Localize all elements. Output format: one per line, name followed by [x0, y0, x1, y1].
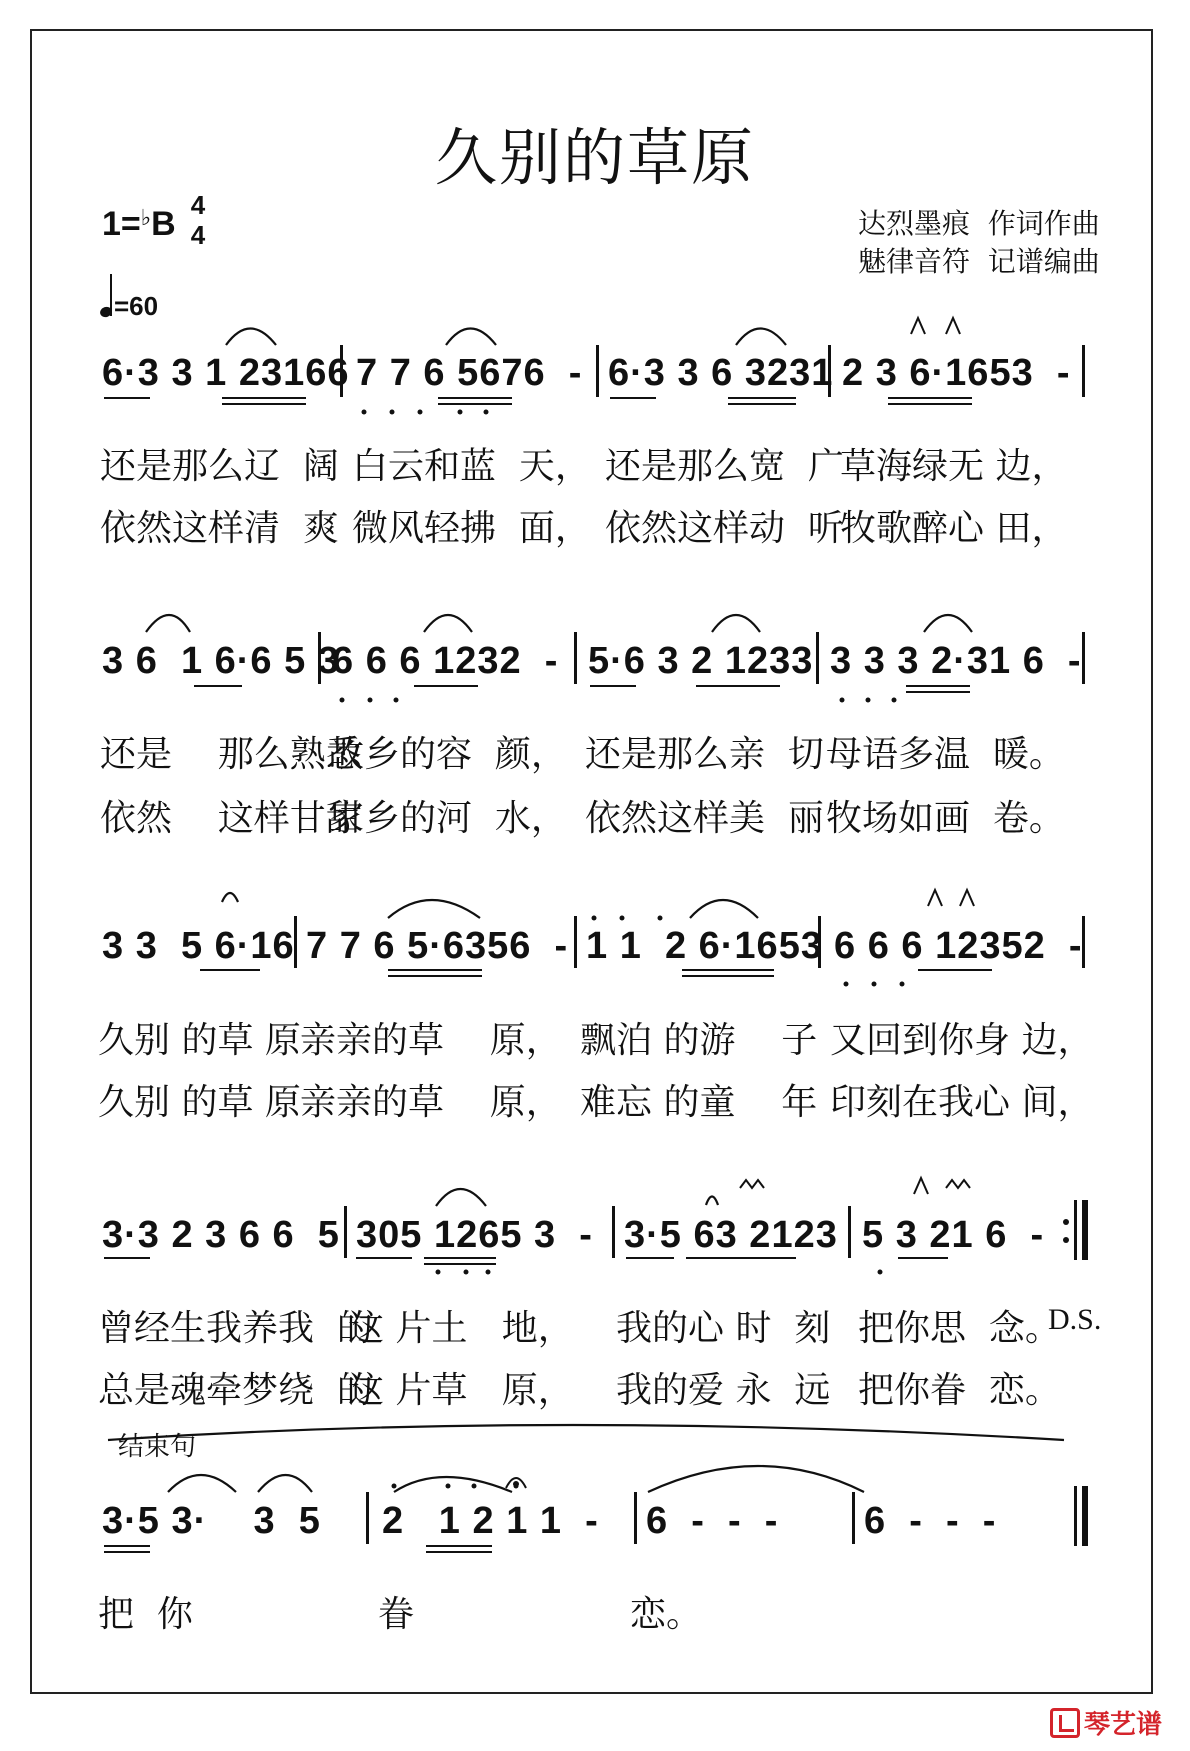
- lyric-line: 母语多温 暖。: [826, 734, 1065, 775]
- measure-notes: 6·3 3 6 3231: [608, 352, 834, 394]
- octave-dot-icon: [620, 916, 625, 921]
- measure-notes: 6 - - -: [646, 1500, 779, 1542]
- lyric-line: 还是那么辽 阔: [100, 446, 339, 487]
- lyric-line: 我的心 时 刻: [616, 1308, 831, 1349]
- mordent-icon: [740, 1180, 764, 1188]
- lyric-line: 总是魂牵梦绕 的: [98, 1370, 373, 1411]
- dal-segno-marking: D.S.: [1048, 1303, 1102, 1336]
- measure-notes: 6 - - -: [864, 1500, 997, 1542]
- octave-dot-icon: [340, 698, 345, 703]
- lyric-line: 白云和蓝 天，: [352, 446, 591, 487]
- lyric-line: 牧歌醉心 田，: [840, 508, 1068, 549]
- octave-dot-icon: [844, 982, 849, 987]
- slur-arc: [168, 1475, 236, 1492]
- slur-arc: [736, 329, 786, 346]
- ending-label: 结束句: [118, 1432, 197, 1462]
- slur-arc: [388, 900, 480, 918]
- slur-arc: [436, 1189, 486, 1206]
- slur-arc: [712, 615, 760, 632]
- octave-dot-icon: [390, 410, 395, 415]
- logo-icon: [1050, 1708, 1080, 1738]
- lyric-line: 还是那么亲 切: [585, 734, 824, 775]
- slur-arc: [690, 900, 758, 918]
- octave-dot-icon: [446, 1484, 451, 1489]
- octave-dot-icon: [392, 1484, 397, 1489]
- key-note: B: [151, 205, 176, 243]
- measure-notes: 305 1265 3 -: [356, 1214, 593, 1256]
- key-label: 1=: [102, 205, 141, 243]
- measure-notes: 5 3 21 6 -: [862, 1214, 1045, 1256]
- octave-dot-icon: [394, 698, 399, 703]
- measure-notes: 3·5 3· 3 5: [102, 1500, 321, 1542]
- octave-dot-icon: [892, 698, 897, 703]
- mordent-icon: [946, 1180, 970, 1188]
- measure-notes: 3 6 1 6·6 5 3: [102, 640, 340, 682]
- lyric-line: 依然这样美 丽: [585, 798, 824, 839]
- lyric-line: 曾经生我养我 的: [98, 1308, 373, 1349]
- measure-notes: 3 3 5 6·16: [102, 925, 295, 967]
- slur-arc: [258, 1475, 312, 1492]
- octave-dot-icon: [486, 1270, 491, 1275]
- accent-mark-icon: [914, 1178, 928, 1194]
- lyric-line: 这 片土 地，: [348, 1308, 574, 1349]
- measure-notes: 6 6 6 1232 -: [332, 640, 559, 682]
- measure-notes: 3·3 2 3 6 6 5: [102, 1214, 340, 1256]
- lyric-line: 飘泊 的游 子: [580, 1020, 818, 1061]
- credit-arranger: 魅律音符 记谱编曲: [858, 245, 1100, 278]
- slur-arc: [924, 615, 972, 632]
- accent-mark-icon: [911, 318, 925, 334]
- slur-arc: [706, 1197, 718, 1206]
- lyric-line: 故乡的容 颜，: [328, 734, 567, 775]
- measure-notes: 7 7 6 5·6356 -: [306, 925, 569, 967]
- measure-notes: 2 1 2 1 1 -: [382, 1500, 599, 1542]
- credit-lyricist-composer: 达烈墨痕 作词作曲: [858, 207, 1100, 240]
- slur-arc: [226, 329, 276, 346]
- lyric-line: 把你思 念。: [858, 1308, 1061, 1349]
- lyric-line: 还是那么宽 广: [605, 446, 844, 487]
- octave-dot-icon: [464, 1270, 469, 1275]
- lyric-line: 久别 的草 原: [98, 1020, 301, 1061]
- octave-dot-icon: [900, 982, 905, 987]
- octave-dot-icon: [472, 1484, 477, 1489]
- time-signature-bottom: 4: [190, 220, 206, 250]
- octave-dot-icon: [658, 916, 663, 921]
- octave-dot-icon: [514, 1484, 519, 1489]
- octave-dot-icon: [878, 1270, 883, 1275]
- lyric-line: 牧场如画 卷。: [826, 798, 1065, 839]
- lyric-line: 亲亲的草 原，: [300, 1082, 562, 1123]
- slur-arc: [648, 1466, 864, 1492]
- measure-notes: 1 1 2 6·1653: [586, 925, 823, 967]
- lyric-line: 这 片草 原，: [348, 1370, 574, 1411]
- lyric-line: 微风轻拂 面，: [352, 508, 591, 549]
- watermark-text: 琴艺谱: [1084, 1710, 1163, 1740]
- accent-mark-icon: [960, 890, 974, 906]
- slur-arc: [222, 893, 238, 902]
- repeat-dot-icon: [1063, 1219, 1069, 1225]
- octave-dot-icon: [840, 698, 845, 703]
- measure-notes: 7 7 6 5676 -: [356, 352, 583, 394]
- accent-mark-icon: [946, 318, 960, 334]
- lyric-line: 依然这样清 爽: [100, 508, 339, 549]
- octave-dot-icon: [866, 698, 871, 703]
- lyric-line: 久别 的草 原: [98, 1082, 301, 1123]
- octave-dot-icon: [484, 410, 489, 415]
- watermark-logo: [1050, 1704, 1162, 1741]
- lyric-line: 恋。: [630, 1594, 703, 1635]
- lyric-line: 家乡的河 水，: [328, 798, 567, 839]
- lyric-line: 依然这样动 听: [605, 508, 844, 549]
- slur-arc: [394, 1477, 512, 1492]
- measure-notes: 3·5 63 2123: [624, 1214, 838, 1256]
- lyric-line: 草海绿无 边，: [840, 446, 1068, 487]
- octave-dot-icon: [592, 916, 597, 921]
- octave-dot-icon: [436, 1270, 441, 1275]
- tempo-value: =60: [114, 291, 159, 321]
- lyric-line: 我的爱 永 远: [616, 1370, 831, 1411]
- octave-dot-icon: [872, 982, 877, 987]
- slur-arc: [446, 329, 496, 346]
- lyric-line: 依然 这样甘甜: [100, 798, 362, 839]
- measure-notes: 3 3 3 2·31 6 -: [830, 640, 1082, 682]
- lyric-line: 眷: [378, 1594, 415, 1635]
- song-title: 久别的草原: [434, 121, 755, 194]
- measure-notes: 2 3 6·1653 -: [842, 352, 1071, 394]
- lyric-line: 难忘 的童 年: [580, 1082, 818, 1123]
- lyric-line: 印刻在我心 间，: [830, 1082, 1094, 1123]
- lyric-line: 把你眷 恋。: [858, 1370, 1061, 1411]
- measure-notes: 6 6 6 12352 -: [834, 925, 1083, 967]
- slur-arc: [108, 1425, 1064, 1440]
- flat-icon: ♭: [140, 205, 152, 230]
- lyric-line: 还是 那么熟悉: [100, 734, 362, 775]
- accent-mark-icon: [928, 890, 942, 906]
- lyric-line: 把 你: [98, 1594, 193, 1635]
- repeat-dot-icon: [1063, 1237, 1069, 1243]
- measure-notes: 6·3 3 1 23166: [102, 352, 350, 394]
- slur-arc: [146, 615, 190, 632]
- octave-dot-icon: [368, 698, 373, 703]
- slur-arc: [424, 615, 472, 632]
- measure-notes: 5·6 3 2 1233: [588, 640, 814, 682]
- octave-dot-icon: [418, 410, 423, 415]
- octave-dot-icon: [458, 410, 463, 415]
- lyric-line: 又回到你身 边，: [830, 1020, 1094, 1061]
- octave-dot-icon: [362, 410, 367, 415]
- time-signature-top: 4: [190, 190, 206, 220]
- lyric-line: 亲亲的草 原，: [300, 1020, 562, 1061]
